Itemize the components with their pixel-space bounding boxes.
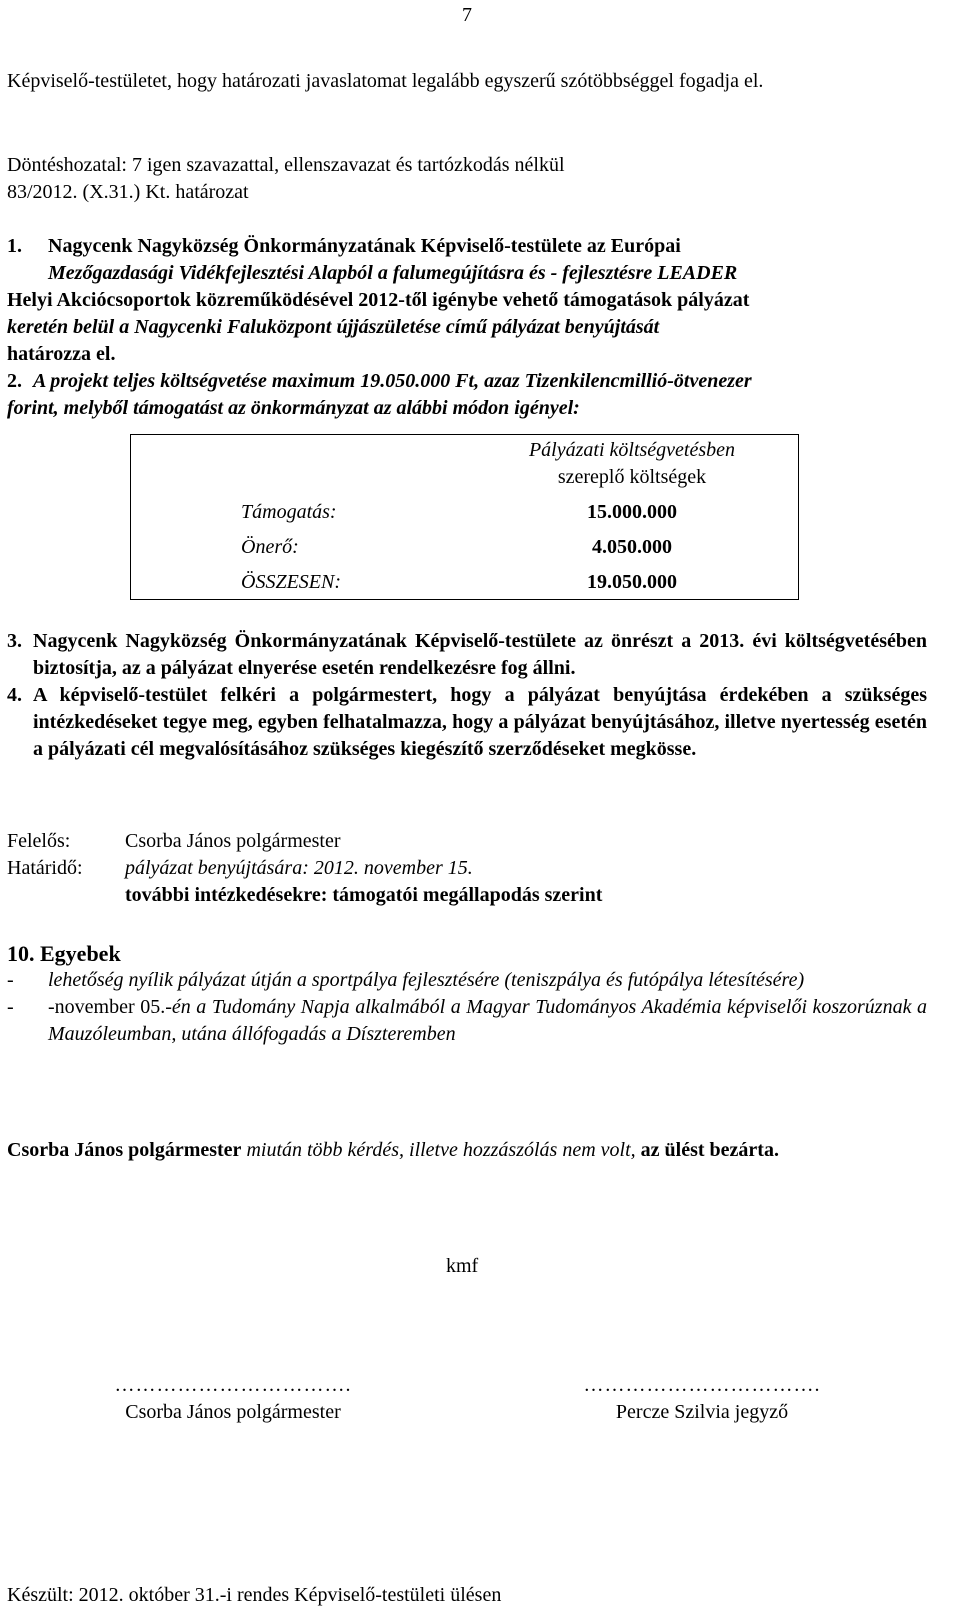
signature-block bbox=[48, 1372, 418, 1426]
item1-number: 1. bbox=[7, 235, 22, 257]
closing-paragraph bbox=[7, 1137, 927, 1164]
section-heading: 10. Egyebek bbox=[7, 941, 121, 966]
row-value: 19.050.000 bbox=[587, 571, 677, 593]
item4-number: 4. bbox=[7, 684, 22, 706]
table-header bbox=[467, 437, 797, 491]
bullet-text: lehetőség nyílik pályázat útján a sportpálya fejlesztésére (teniszpálya és futópálya létesítésére) bbox=[48, 969, 805, 991]
signature-block bbox=[512, 1372, 892, 1426]
decision-text: : 7 igen szavazattal, ellenszavazat és tartózkodás nélkül bbox=[121, 154, 565, 176]
row-value: 4.050.000 bbox=[592, 536, 672, 558]
item3-text: Nagycenk Nagyközség Önkormányzatának Képviselő-testülete az önrészt a 2013. évi költségvetésében biztosítja, az a pályázat elnyerése esetén rendelkezésre fog állni. bbox=[33, 630, 927, 679]
responsible-value: Csorba János polgármester bbox=[125, 830, 341, 852]
decision-label: Döntéshozatal bbox=[7, 154, 122, 176]
resolution-number: 83/2012. (X.31.) Kt. határozat bbox=[7, 181, 249, 203]
row-label: ÖSSZESEN: bbox=[241, 571, 341, 593]
item2-number: 2. bbox=[7, 370, 22, 392]
item3-number: 3. bbox=[7, 630, 22, 652]
bullet-dash: - bbox=[7, 996, 14, 1018]
closing-end: az ülést bezárta. bbox=[640, 1139, 779, 1161]
table-row bbox=[131, 534, 800, 564]
table-header-line2: szereplő költségek bbox=[557, 466, 707, 488]
row-value: 15.000.000 bbox=[587, 501, 677, 523]
other-section bbox=[7, 940, 927, 1048]
item2-line: forint, melyből támogatást az önkormányzat az alábbi módon igényel: bbox=[7, 397, 580, 419]
responsible-label: Felelős: bbox=[7, 830, 71, 852]
deadline-label: Határidő: bbox=[7, 857, 83, 879]
item2-line: A projekt teljes költségvetése maximum 19.050.000 Ft, azaz Tizenkilencmillió-ötvenezer bbox=[33, 370, 752, 392]
table-row bbox=[131, 569, 800, 599]
closing-name: Csorba János polgármester bbox=[7, 1139, 242, 1161]
bullet-text: -én a Tudomány Napja alkalmából a Magyar Tudományos Akadémia képviselői koszorúznak a Mauzóleumban, utána állófogadás a Díszteremben bbox=[48, 996, 927, 1045]
item1-line: keretén belül a Nagycenki Faluközpont újjászületése című pályázat benyújtását bbox=[7, 316, 660, 338]
responsibility-block bbox=[7, 828, 927, 909]
item1-line: határozza el. bbox=[7, 343, 116, 365]
list-item bbox=[7, 994, 927, 1048]
signature-line: ……………………………. bbox=[114, 1374, 352, 1396]
closing-middle: miután több kérdés, illetve hozzászólás nem volt, bbox=[246, 1139, 636, 1161]
deadline-value: pályázat benyújtására: 2012. november 15. bbox=[125, 857, 473, 879]
item1-line: Nagycenk Nagyközség Önkormányzatának Képviselő-testülete az Európai bbox=[48, 235, 681, 257]
items-3-4 bbox=[7, 628, 927, 763]
deadline-value-2: további intézkedésekre: támogatói megállapodás szerint bbox=[125, 884, 603, 906]
item1-line: Mezőgazdasági Vidékfejlesztési Alapból a falumegújításra és - fejlesztésre LEADER bbox=[48, 262, 738, 284]
item4-text: A képviselő-testület felkéri a polgármestert, hogy a pályázat benyújtása érdekében a szükséges intézkedéseket tegye meg, egyben felhatalmazza, hogy a pályázat benyújtásához, illetve nyertesség esetén a pályázati cél megvalósításához szükséges kiegészítő szerződéseket megkösse. bbox=[33, 684, 927, 760]
list-item bbox=[7, 967, 927, 994]
signature-name: Csorba János polgármester bbox=[125, 1401, 341, 1423]
budget-table bbox=[130, 434, 799, 600]
intro-paragraph: Képviselő-testületet, hogy határozati javaslatomat legalább egyszerű szótöbbséggel fogadja el. bbox=[7, 70, 764, 92]
table-header-line1: Pályázati költségvetésben bbox=[528, 439, 736, 461]
signature-name: Percze Szilvia jegyző bbox=[615, 1401, 789, 1423]
signature-line: ……………………………. bbox=[583, 1374, 821, 1396]
kmf-label: kmf bbox=[446, 1255, 479, 1277]
decision-block bbox=[7, 152, 927, 206]
resolution-items bbox=[7, 233, 927, 422]
row-label: Önerő: bbox=[241, 536, 299, 558]
bullet-prefix: -november 05. bbox=[48, 996, 166, 1018]
page-footer: Készült: 2012. október 31.-i rendes Képviselő-testületi ülésen bbox=[7, 1584, 502, 1606]
bullet-dash: - bbox=[7, 969, 14, 991]
item1-line: Helyi Akciócsoportok közreműködésével 2012-től igénybe vehető támogatások pályázat bbox=[7, 289, 750, 311]
table-row bbox=[131, 499, 800, 529]
row-label: Támogatás: bbox=[241, 501, 337, 523]
page-number: 7 bbox=[462, 4, 472, 26]
